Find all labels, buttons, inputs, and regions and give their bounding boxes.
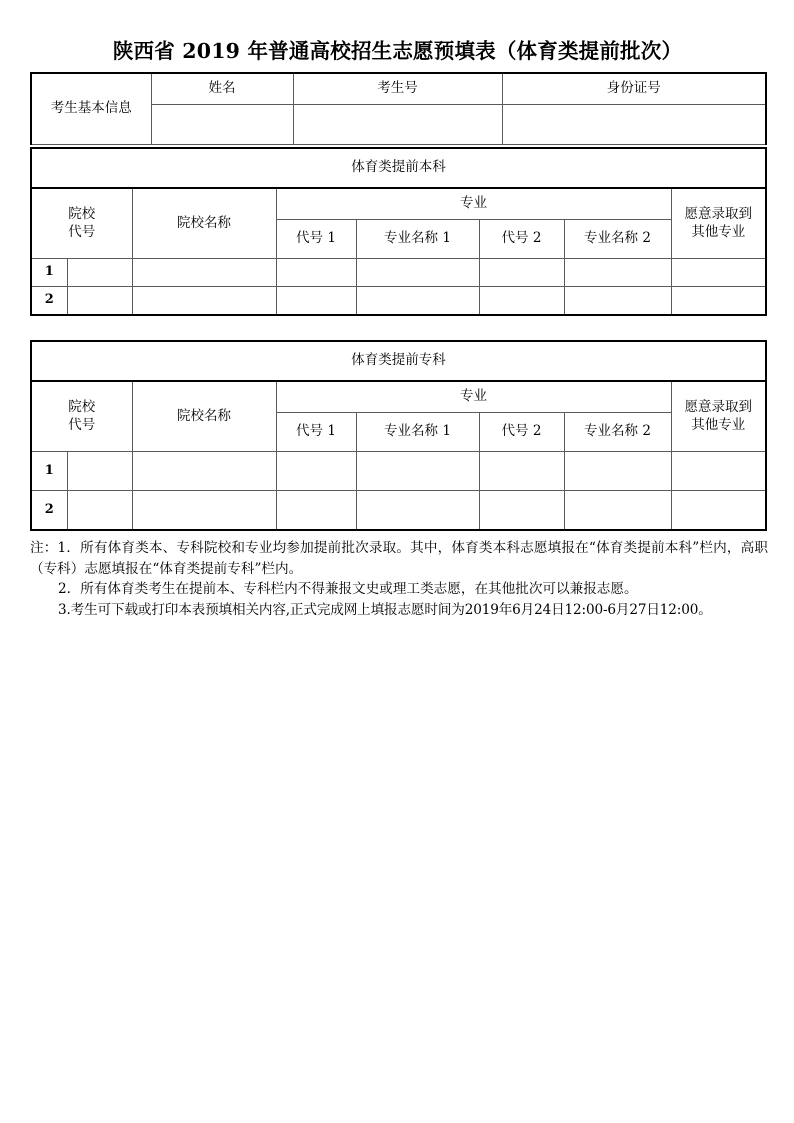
header-major-code-2: 代号 2 <box>479 220 564 259</box>
cell-school-name[interactable] <box>132 491 276 531</box>
cell-major-code-1[interactable] <box>276 259 356 287</box>
header-exam-number: 考生号 <box>293 73 502 105</box>
row-number: 2 <box>31 287 67 316</box>
cell-school-code[interactable] <box>67 491 132 531</box>
section-band-row <box>31 341 766 381</box>
candidate-info-table <box>30 72 767 145</box>
header-major-name-2: 专业名称 2 <box>564 220 671 259</box>
cell-major-code-2[interactable] <box>479 491 564 531</box>
header-major-name-2: 专业名称 2 <box>564 413 671 452</box>
value-exam-number[interactable] <box>293 105 502 145</box>
section-band-label: 体育类提前专科 <box>31 341 766 381</box>
cell-school-name[interactable] <box>132 259 276 287</box>
cell-school-code[interactable] <box>67 287 132 316</box>
note-item-2: 2．所有体育类考生在提前本、专科栏内不得兼报文史或理工类志愿，在其他批次可以兼报志愿。 <box>58 581 638 598</box>
section-band-label: 体育类提前本科 <box>31 148 766 188</box>
header-school-name: 院校名称 <box>132 381 276 452</box>
header-willing-line2: 其他专业 <box>691 223 746 240</box>
header-major-group: 专业 <box>276 381 671 413</box>
cell-willing-other-major[interactable] <box>671 491 766 531</box>
cell-school-code[interactable] <box>67 259 132 287</box>
notes-block <box>30 538 768 621</box>
header-school-code-line1: 院校 <box>68 206 96 223</box>
row-number: 2 <box>31 491 67 531</box>
header-school-code <box>31 188 132 259</box>
note-item-3: 3.考生可下载或打印本表预填相关内容,正式完成网上填报志愿时间为2019年6月24日12:00-6月27日12:00。 <box>58 601 712 618</box>
table-row <box>31 287 766 316</box>
candidate-info-header-row <box>31 73 766 105</box>
cell-major-name-1[interactable] <box>356 491 479 531</box>
cell-major-name-2[interactable] <box>564 287 671 316</box>
cell-major-name-1[interactable] <box>356 287 479 316</box>
header-school-code-line2: 代号 <box>68 416 96 433</box>
cell-major-code-1[interactable] <box>276 287 356 316</box>
header-id-number: 身份证号 <box>502 73 766 105</box>
cell-major-code-1[interactable] <box>276 452 356 491</box>
cell-major-name-2[interactable] <box>564 452 671 491</box>
header-school-code-line1: 院校 <box>68 399 96 416</box>
value-name[interactable] <box>151 105 293 145</box>
cell-willing-other-major[interactable] <box>671 452 766 491</box>
header-willing-line1: 愿意录取到 <box>684 206 752 223</box>
cell-major-code-1[interactable] <box>276 491 356 531</box>
cell-major-code-2[interactable] <box>479 287 564 316</box>
header-major-code-1: 代号 1 <box>276 220 356 259</box>
section-band-row <box>31 148 766 188</box>
value-id-number[interactable] <box>502 105 766 145</box>
row-number: 1 <box>31 259 67 287</box>
volunteer-header-row-top <box>31 188 766 220</box>
cell-willing-other-major[interactable] <box>671 259 766 287</box>
header-school-code-line2: 代号 <box>68 223 96 240</box>
volunteer-table-vocational <box>30 340 767 531</box>
header-major-name-1: 专业名称 1 <box>356 220 479 259</box>
volunteer-header-row-top <box>31 381 766 413</box>
cell-major-name-2[interactable] <box>564 259 671 287</box>
table-row <box>31 452 766 491</box>
header-major-code-2: 代号 2 <box>479 413 564 452</box>
cell-school-code[interactable] <box>67 452 132 491</box>
candidate-info-row-label: 考生基本信息 <box>31 73 151 145</box>
cell-major-name-1[interactable] <box>356 452 479 491</box>
table-row <box>31 491 766 531</box>
cell-willing-other-major[interactable] <box>671 287 766 316</box>
cell-major-name-2[interactable] <box>564 491 671 531</box>
header-name: 姓名 <box>151 73 293 105</box>
header-willing-other-major <box>671 381 766 452</box>
header-major-group: 专业 <box>276 188 671 220</box>
cell-school-name[interactable] <box>132 452 276 491</box>
header-school-code <box>31 381 132 452</box>
cell-school-name[interactable] <box>132 287 276 316</box>
table-row <box>31 259 766 287</box>
header-major-code-1: 代号 1 <box>276 413 356 452</box>
header-school-name: 院校名称 <box>132 188 276 259</box>
cell-major-name-1[interactable] <box>356 259 479 287</box>
volunteer-table-undergraduate <box>30 147 767 316</box>
page-title: 陕西省 2019 年普通高校招生志愿预填表（体育类提前批次） <box>112 39 683 63</box>
note-item-1: 注：1．所有体育类本、专科院校和专业均参加提前批次录取。其中，体育类本科志愿填报在“体育类提前本科”栏内，高职（专科）志愿填报在“体育类提前专科”栏内。 <box>30 540 768 577</box>
header-major-name-1: 专业名称 1 <box>356 413 479 452</box>
cell-major-code-2[interactable] <box>479 259 564 287</box>
header-willing-other-major <box>671 188 766 259</box>
header-willing-line2: 其他专业 <box>691 416 746 433</box>
cell-major-code-2[interactable] <box>479 452 564 491</box>
row-number: 1 <box>31 452 67 491</box>
header-willing-line1: 愿意录取到 <box>684 399 752 416</box>
